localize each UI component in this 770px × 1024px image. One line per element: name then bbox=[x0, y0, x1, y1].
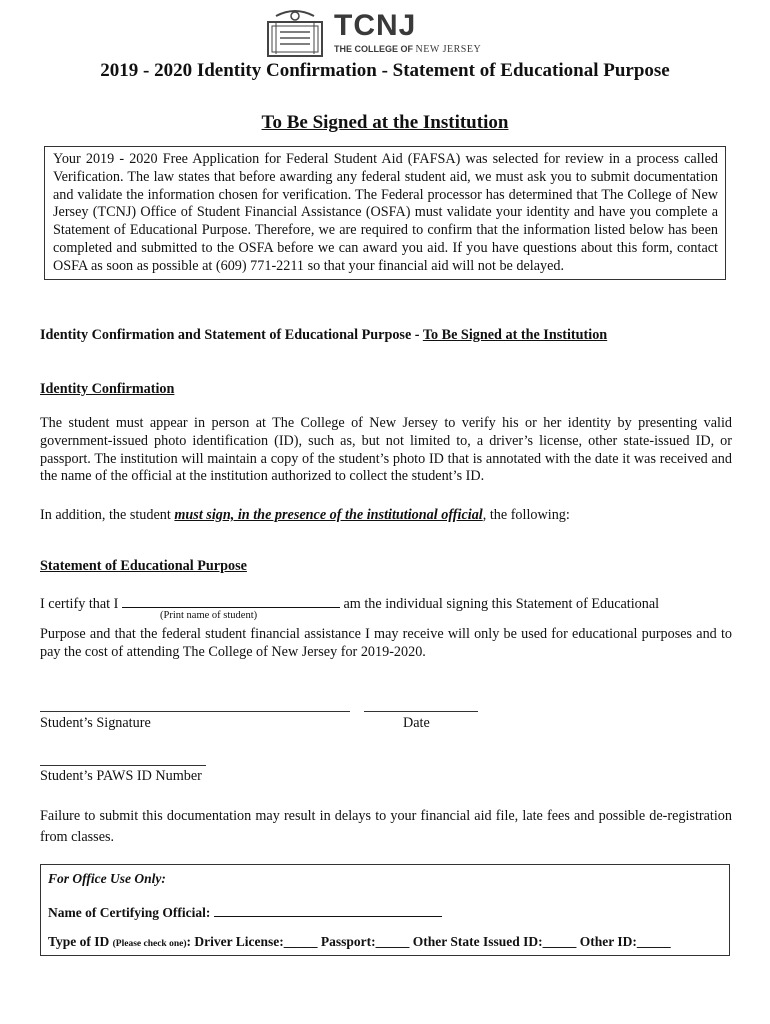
paws-id-line[interactable] bbox=[40, 765, 206, 766]
print-name-caption: (Print name of student) bbox=[160, 610, 258, 621]
driver-license-option[interactable]: Driver License:_____ bbox=[194, 934, 318, 949]
failure-notice: Failure to submit this documentation may result in delays to your financial aid file, late fees and possible de-registration from classes. bbox=[40, 808, 732, 845]
identity-addition: In addition, the student must sign, in the presence of the institutional official, the following: bbox=[40, 507, 570, 523]
date-label: Date bbox=[403, 715, 430, 731]
office-use-title: For Office Use Only: bbox=[48, 871, 166, 886]
logo-wordmark: TCNJ bbox=[334, 9, 417, 42]
identity-heading: Identity Confirmation bbox=[40, 381, 175, 397]
intro-notice-box: Your 2019 - 2020 Free Application for Federal Student Aid (FAFSA) was selected for review in a process called Verification. The law states that before awarding any federal student aid, we must ask you to submit documentation and validate the information chosen for verification. The Federal processor has determined that The College of New Jersey (TCNJ) Office of Student Financial Assistance (OSFA) must validate your identity and have you complete a Statement of Educational Purpose. Therefore, we are required to confirm that the information listed below has been completed and submitted to the OSFA before we can award you aid. If you have questions about this form, contact OSFA as soon as possible at (609) 771-2211 so that your financial aid will not be delayed. bbox=[44, 146, 726, 280]
statement-body: Purpose and that the federal student financial assistance I may receive will only be used for educational purposes and to pay the cost of attending The College of New Jersey for 2019-2020. bbox=[40, 626, 732, 660]
student-signature-line[interactable] bbox=[40, 711, 350, 712]
logo-subtitle: THE COLLEGE OF NEW JERSEY bbox=[334, 44, 482, 55]
date-line[interactable] bbox=[364, 711, 478, 712]
certifying-official-field[interactable] bbox=[214, 902, 442, 917]
certifying-official-row: Name of Certifying Official: bbox=[48, 902, 442, 921]
student-name-field[interactable] bbox=[122, 593, 340, 608]
page-subtitle: To Be Signed at the Institution bbox=[261, 112, 509, 133]
office-use-box bbox=[40, 864, 730, 956]
tcnj-logo bbox=[262, 8, 502, 58]
statement-heading: Statement of Educational Purpose bbox=[40, 558, 247, 574]
page-title: 2019 - 2020 Identity Confirmation - Statement of Educational Purpose bbox=[100, 60, 670, 81]
identity-body: The student must appear in person at The College of New Jersey to verify his or her identity by presenting valid government-issued photo identification (ID), such as, but not limited to, a driver’s license, other state-issued ID, or passport. The institution will maintain a copy of the student’s photo ID that is annotated with the date it was received and the name of the official at the institution authorized to collect the student’s ID. bbox=[40, 415, 732, 485]
paws-id-label: Student’s PAWS ID Number bbox=[40, 768, 202, 784]
certify-line: I certify that I am the individual signing this Statement of Educational bbox=[40, 593, 659, 613]
student-signature-label: Student’s Signature bbox=[40, 715, 151, 731]
section-heading: Identity Confirmation and Statement of Educational Purpose - To Be Signed at the Institution bbox=[40, 327, 608, 343]
other-state-id-option[interactable]: Other State Issued ID:_____ bbox=[412, 934, 577, 949]
other-id-option[interactable]: Other ID:_____ bbox=[579, 934, 671, 949]
passport-option[interactable]: Passport:_____ bbox=[320, 934, 410, 949]
college-seal-icon bbox=[262, 8, 328, 58]
id-type-row: Type of ID (Please check one): Driver License:_____ Passport:_____ Other State Issued ID:_____ Other ID:_____ bbox=[48, 934, 671, 949]
